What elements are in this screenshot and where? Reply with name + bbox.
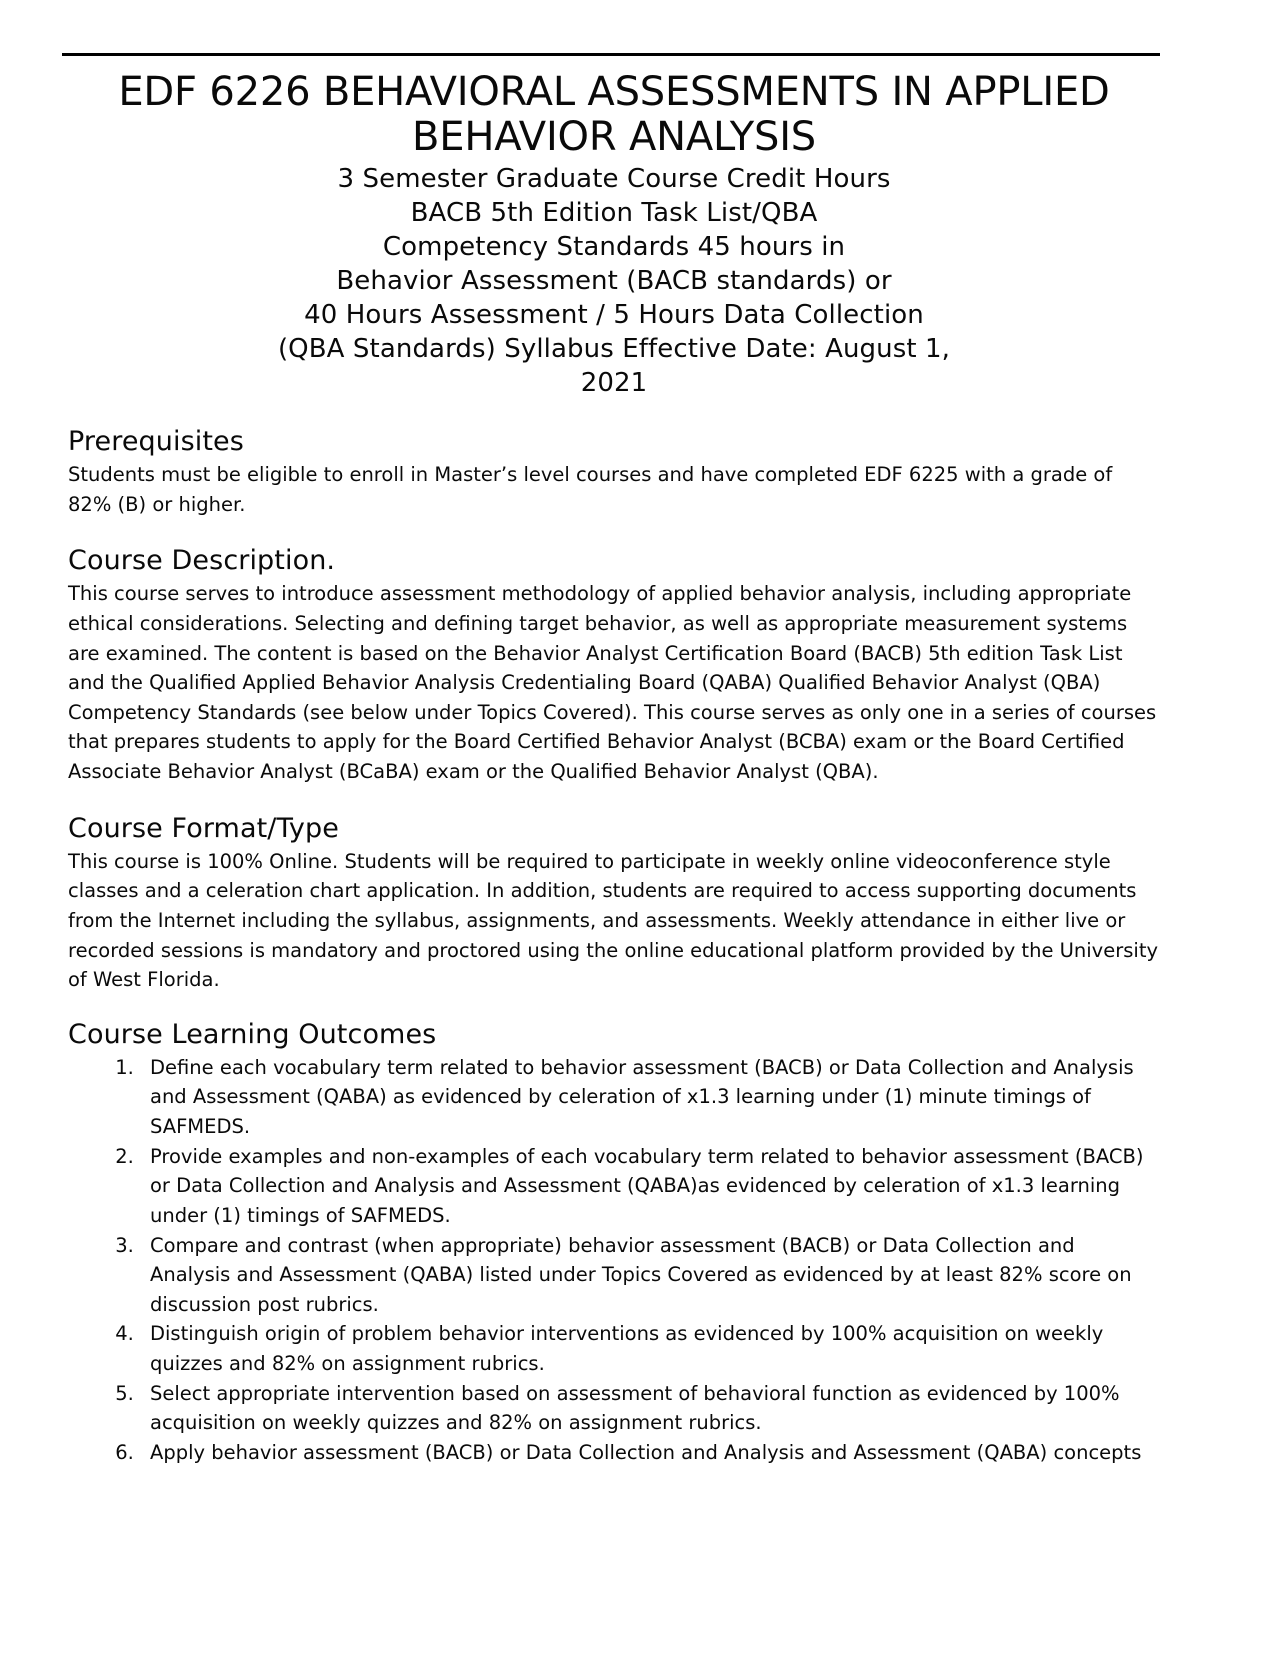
section-course-description	[68, 545, 1160, 786]
page-title: EDF 6226 BEHAVIORAL ASSESSMENTS IN APPLIED BEHAVIOR ANALYSIS	[118, 69, 1110, 160]
section-course-learning-outcomes	[68, 1019, 1160, 1468]
subtitle-line-7: 2021	[580, 367, 648, 398]
list-item: 4. Distinguish origin of problem behavior interventions as evidenced by 100% acquisition on weekly quizzes and 82% on assignment rubrics.	[140, 1319, 1160, 1378]
section-prerequisites	[68, 426, 1160, 519]
heading-course-description: Course Description.	[68, 545, 336, 577]
heading-prerequisites: Prerequisites	[68, 425, 244, 457]
body-prerequisites: Students must be eligible to enroll in Master’s level courses and have completed EDF 6225 with a grade of 82% (B) or higher.	[68, 462, 1113, 516]
heading-course-format: Course Format/Type	[68, 812, 339, 844]
subtitle-line-1: 3 Semester Graduate Course Credit Hours	[337, 163, 891, 194]
subtitle-line-3: Competency Standards 45 hours in	[382, 231, 846, 262]
subtitle-line-5: 40 Hours Assessment / 5 Hours Data Collection	[304, 299, 924, 330]
body-course-description: This course serves to introduce assessment methodology of applied behavior analysis, including appropriate ethical considerations. Selecting and defining target behavior, as well as appropriate measurement systems are examined. The content is based on the Behavior Analyst Certification Board (BACB) 5th edition Task List and the Qualified Applied Behavior Analysis Credentialing Board (QABA) Qualified Behavior Analyst (QBA) Competency Standards (see below under Topics Covered). This course serves as only one in a series of courses that prepares students to apply for the Board Certified Behavior Analyst (BCBA) exam or the Board Certified Associate Behavior Analyst (BCaBA) exam or the Qualified Behavior Analyst (QBA).	[68, 582, 1157, 784]
body-course-format: This course is 100% Online. Students will be required to participate in weekly online videoconference style classes and a celeration chart application. In addition, students are required to access supporting documents from the Internet including the syllabus, assignments, and assessments. Weekly attendance in either live or recorded sessions is mandatory and proctored using the online educational platform provided by the University of West Florida.	[68, 849, 1159, 992]
subtitle-line-6: (QBA Standards) Syllabus Effective Date: August 1,	[277, 333, 951, 364]
subtitle-line-4: Behavior Assessment (BACB standards) or	[336, 265, 892, 296]
list-item: 6. Apply behavior assessment (BACB) or Data Collection and Analysis and Assessment (QABA) concepts	[140, 1438, 1160, 1468]
list-item: 3. Compare and contrast (when appropriate) behavior assessment (BACB) or Data Collection and Analysis and Assessment (QABA) listed under Topics Covered as evidenced by at least 82% score on discussion post rubrics.	[140, 1231, 1160, 1320]
list-item: 2. Provide examples and non-examples of each vocabulary term related to behavior assessment (BACB) or Data Collection and Analysis and Assessment (QABA)as evidenced by celeration of x1.3 learning under (1) timings of SAFMEDS.	[140, 1142, 1160, 1231]
subtitle-line-2: BACB 5th Edition Task List/QBA	[410, 197, 818, 228]
list-item: 5. Select appropriate intervention based on assessment of behavioral function as evidenced by 100% acquisition on weekly quizzes and 82% on assignment rubrics.	[140, 1379, 1160, 1438]
document-content	[68, 70, 1160, 1468]
heading-course-learning-outcomes: Course Learning Outcomes	[68, 1018, 437, 1050]
list-item: 1. Define each vocabulary term related to behavior assessment (BACB) or Data Collection and Analysis and Assessment (QABA) as evidenced by celeration of x1.3 learning under (1) minute timings of SAFMEDS.	[140, 1053, 1160, 1142]
outcomes-list	[68, 1053, 1160, 1468]
title-block	[68, 70, 1160, 400]
section-course-format	[68, 813, 1160, 995]
header-divider-rule	[62, 53, 1160, 56]
